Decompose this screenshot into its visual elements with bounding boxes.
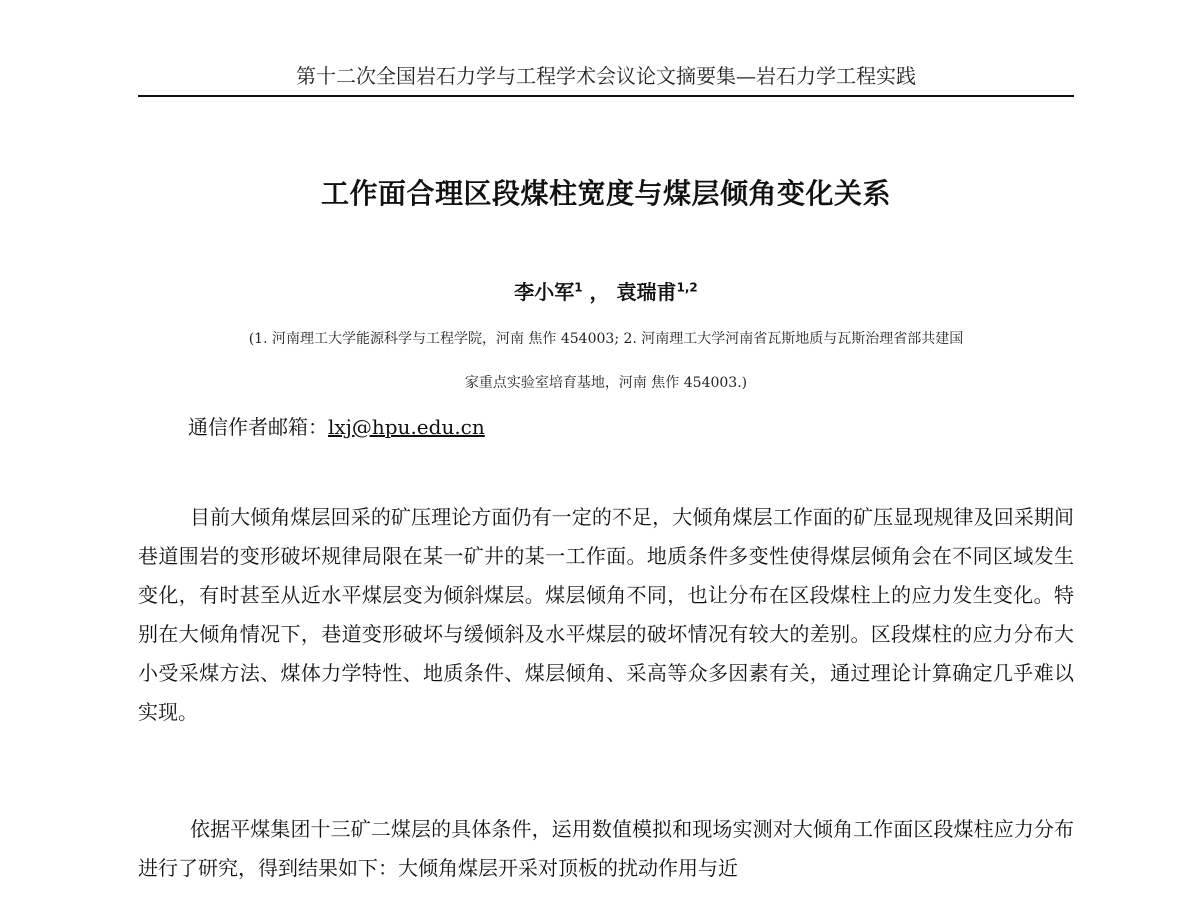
header-rule (138, 95, 1074, 97)
author-affil-mark: 1 (574, 280, 583, 295)
affiliation-line-1: (1. 河南理工大学能源科学与工程学院，河南 焦作 454003; 2. 河南理工大学河南省瓦斯地质与瓦斯治理省部共建国 (248, 331, 964, 347)
paper-title: 工作面合理区段煤柱宽度与煤层倾角变化关系 (320, 177, 891, 210)
author-affil-mark: 1,2 (676, 280, 698, 295)
author-name: 李小军 (514, 280, 575, 304)
email-link[interactable]: lxj@hpu.edu.cn (328, 415, 485, 439)
author-line (138, 276, 1074, 305)
running-header: 第十二次全国岩石力学与工程学术会议论文摘要集—岩石力学工程实践 (296, 64, 916, 88)
body-paragraph-2: 依据平煤集团十三矿二煤层的具体条件，运用数值模拟和现场实测对大倾角工作面区段煤柱应力分布进行了研究，得到结果如下：大倾角煤层开采对顶板的扰动作用与近 (138, 817, 1074, 880)
author-separator: ， (589, 280, 610, 304)
author-name: 袁瑞甫 (616, 280, 677, 304)
contact-email-line (188, 411, 485, 440)
contact-label: 通信作者邮箱： (188, 415, 328, 439)
affiliation-line-2: 家重点实验室培育基地，河南 焦作 454003.) (464, 375, 748, 391)
body-paragraph-1: 目前大倾角煤层回采的矿压理论方面仍有一定的不足，大倾角煤层工作面的矿压显现规律及回采期间巷道围岩的变形破坏规律局限在某一矿井的某一工作面。地质条件多变性使得煤层倾角会在不同区域发生变化，有时甚至从近水平煤层变为倾斜煤层。煤层倾角不同，也让分布在区段煤柱上的应力发生变化。特别在大倾角情况下，巷道变形破坏与缓倾斜及水平煤层的破坏情况有较大的差别。区段煤柱的应力分布大小受采煤方法、煤体力学特性、地质条件、煤层倾角、采高等众多因素有关，通过理论计算确定几乎难以实现。 (138, 505, 1074, 724)
